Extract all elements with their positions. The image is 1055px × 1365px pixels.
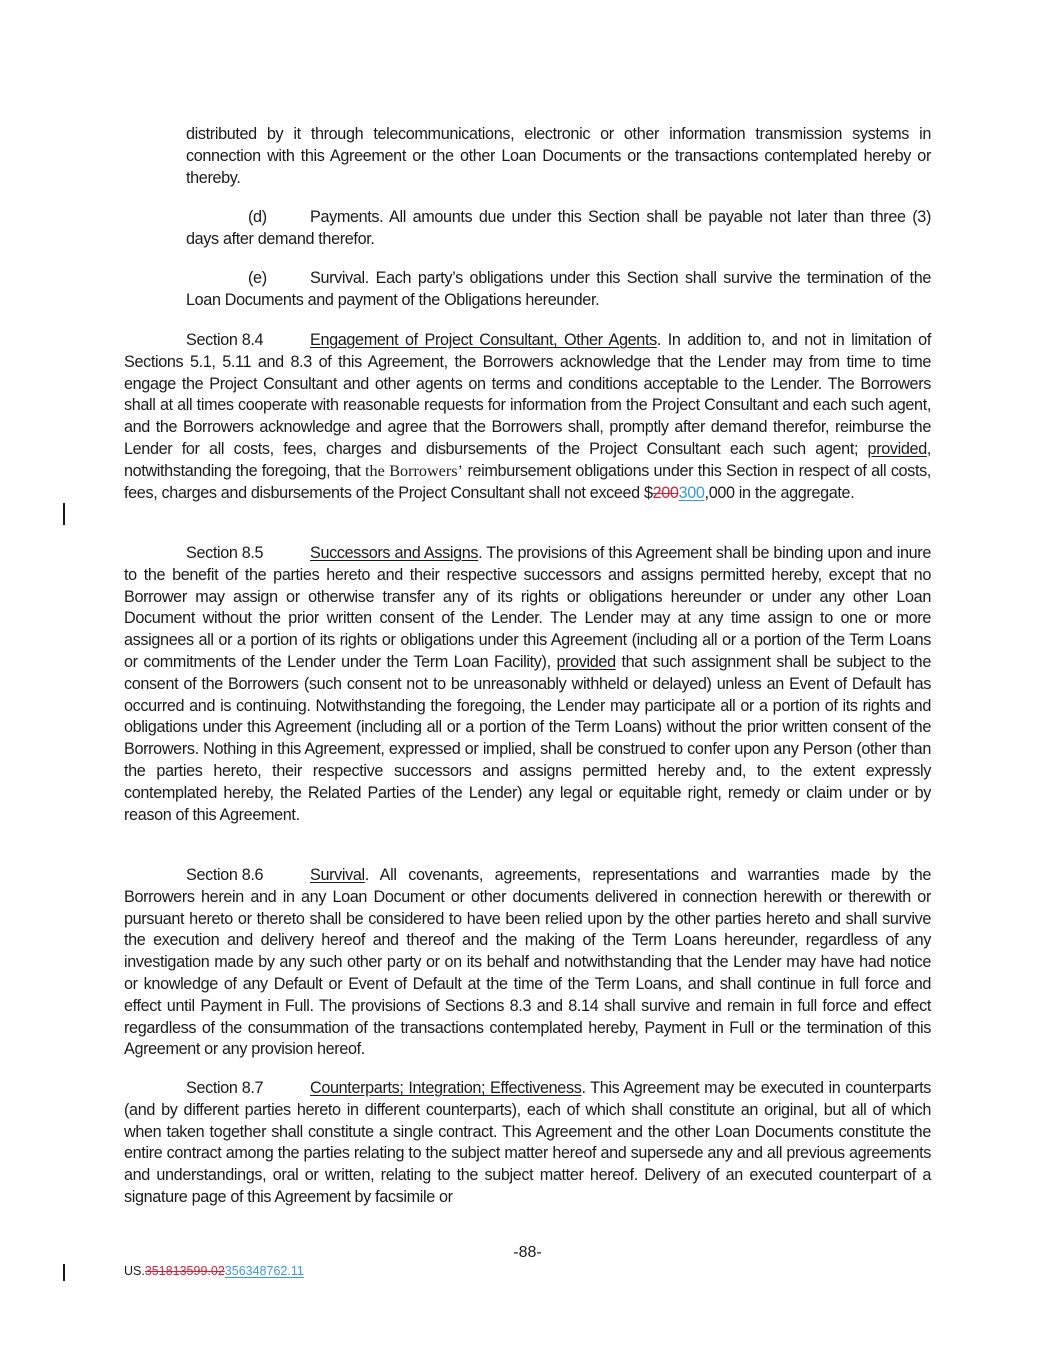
- section-text: . All covenants, agreements, representations and warranties made by the Borrowers herein and in any Loan Document or other documents delivered in connection herewith or therewith or pursuant hereto or thereto shall be considered to have been relied upon by the other parties hereto and shall survive the execution and delivery hereof and thereof and the making of the Term Loans hereunder, regardless of any investigation made by any such other party or on its behalf and notwithstanding that the Lender may have had notice or knowledge of any Default or Event of Default at the time of the Term Loans, and shall continue in full force and effect until Payment in Full. The provisions of Sections 8.3 and 8.14 shall survive and remain in full force and effect regardless of the consummation of the transactions contemplated hereby, Payment in Full or the termination of this Agreement or any provision hereof.: [124, 866, 931, 1059]
- inserted-amount: 300: [678, 483, 705, 502]
- doc-id-inserted: 356348762.11: [224, 1264, 304, 1278]
- section-text: . The provisions of this Agreement shall be binding upon and inure to the benefit of the parties hereto and their respective successors and assigns permitted hereby, except that no Borrower may assign or otherwise transfer any of its rights or obligations hereunder or under any other Loan Document without the prior written consent of the Lender. The Lender may at any time assign to one or more assignees all or a portion of its rights or obligations under this Agreement (including all or a portion of the Term Loans or commitments of the Lender under the Term Loan Facility),: [124, 544, 931, 671]
- section-label: Section 8.6: [186, 866, 264, 884]
- provided-term: provided: [867, 439, 927, 458]
- page-number: -88-: [513, 1244, 542, 1261]
- section-text: , notwithstanding the foregoing, that: [124, 439, 931, 480]
- paragraph-text: Payments. All amounts due under this Section shall be payable not later than three (3) days after demand therefor.: [186, 208, 931, 248]
- section-text-serif: the Borrowers’: [364, 461, 463, 480]
- paragraph-e: [186, 268, 931, 312]
- section-text: . In addition to, and not in limitation of Sections 5.1, 5.11 and 8.3 of this Agreement, the Borrowers acknowledge that the Lender may from time to time engage the Project Consultant and other agents on terms and conditions acceptable to the Lender. The Borrowers shall at all times cooperate with reasonable requests for information from the Project Consultant and each such agent, and the Borrowers acknowledge and agree that the Borrowers shall, promptly after demand therefor, reimburse the Lender for all costs, fees, charges and disbursements of the Project Consultant each such agent;: [124, 331, 931, 458]
- change-bar: [63, 503, 65, 525]
- section-8-6: [124, 865, 931, 1061]
- section-label: Section 8.5: [186, 544, 264, 562]
- section-text: reimbursement obligations under this Section in respect of all costs, fees, charges and disbursements of the Project Consultant shall not exceed $: [124, 461, 931, 502]
- provided-term: provided: [556, 652, 616, 671]
- paragraph-text: Survival. Each party’s obligations under this Section shall survive the termination of the Loan Documents and payment of the Obligations hereunder.: [186, 269, 931, 309]
- document-id: [124, 1264, 304, 1278]
- paragraph-text: distributed by it through telecommunications, electronic or other information transmission systems in connection with this Agreement or the other Loan Documents or the transactions contemplated hereby or thereby.: [186, 125, 931, 187]
- doc-id-prefix: US.: [124, 1264, 145, 1278]
- change-bar: [63, 1264, 65, 1281]
- section-8-5: [124, 543, 931, 826]
- section-8-7: [124, 1078, 931, 1209]
- deleted-amount: 200: [652, 483, 679, 502]
- section-8-4: [124, 330, 931, 504]
- section-text: that such assignment shall be subject to the consent of the Borrowers (such consent not to be unreasonably withheld or delayed) unless an Event of Default has occurred and is continuing. Notwithstanding the foregoing, the Lender may participate all or a portion of its rights and obligations under this Agreement (including all or a portion of the Term Loans) without the prior written consent of the Borrowers. Nothing in this Agreement, expressed or implied, shall be construed to confer upon any Person (other than the parties hereto, their respective successors and assigns permitted hereby and, to the extent expressly contemplated hereby, the Related Parties of the Lender) any legal or equitable right, remedy or claim under or by reason of this Agreement.: [124, 652, 931, 824]
- paragraph-d: [186, 207, 931, 251]
- paragraph-c-continuation: [186, 124, 931, 189]
- paragraph-label: (e): [248, 269, 267, 287]
- section-heading: Counterparts; Integration; Effectiveness: [310, 1079, 582, 1097]
- section-label: Section 8.7: [186, 1079, 264, 1097]
- section-text: . This Agreement may be executed in counterparts (and by different parties hereto in different counterparts), each of which shall constitute an original, but all of which when taken together shall constitute a single contract. This Agreement and the other Loan Documents constitute the entire contract among the parties relating to the subject matter hereof and supersede any and all previous agreements and understandings, oral or written, relating to the subject matter hereof. Delivery of an executed counterpart of a signature page of this Agreement by facsimile or: [124, 1079, 931, 1206]
- section-heading: Survival: [310, 866, 365, 884]
- section-text: ,000 in the aggregate.: [704, 483, 855, 502]
- section-heading: Successors and Assigns: [310, 544, 479, 562]
- section-heading: Engagement of Project Consultant, Other Agents: [310, 331, 657, 349]
- paragraph-label: (d): [248, 208, 267, 226]
- doc-id-deleted: 351813599.02: [144, 1264, 225, 1278]
- section-label: Section 8.4: [186, 331, 264, 349]
